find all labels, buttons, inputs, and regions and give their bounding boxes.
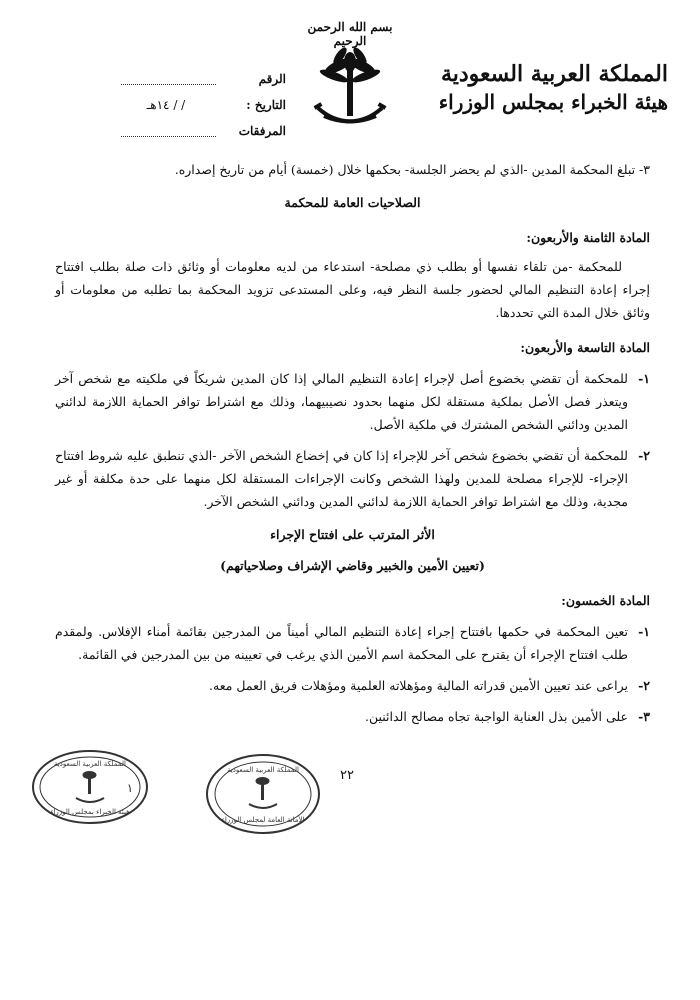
stamp-number: ١ [126,781,134,795]
authority-name: هيئة الخبراء بمجلس الوزراء [438,90,668,114]
letterhead [0,10,700,150]
stamp-bottom-text: هيئة الخبراء بمجلس الوزراء [50,808,130,816]
reference-block [96,66,286,144]
article-50-item [55,620,650,666]
item-text: للمحكمة أن تقضي بخضوع أصل لإجراء إعادة التنظيم المالي إذا كان المدين شريكاً في ملكيته مع شخص آخر ويتعذر فصل الأصل بملكية مستقلة لكل منهما بحدود نصيبيهما، وذلك مع اشتراط توافر الحماية اللازمة لدائني المدين ودائني الشخص المشترك في ملكية الأصل. [55,371,628,432]
attachments-row [96,118,286,144]
section-subtitle: (تعيين الأمين والخبير وقاضي الإشراف وصلاحياتهم) [220,558,485,573]
article-49-title: المادة التاسعة والأربعون: [520,340,650,355]
article-50-item [55,674,650,697]
article-50-title: المادة الخمسون: [561,593,650,608]
section-title-effects: الأثر المترتب على افتتاح الإجراء [270,527,435,542]
secretariat-stamp [204,752,322,836]
date-value: / / ١٤هـ [146,98,186,112]
reference-label: الرقم [258,72,286,86]
reference-row [96,66,286,92]
section-title-general-powers: الصلاحيات العامة للمحكمة [284,195,421,210]
attachments-line [121,126,216,137]
saudi-emblem-icon [312,44,388,140]
document-body [55,158,650,736]
date-row [96,92,286,118]
stamp-top-text: المملكة العربية السعودية [54,760,126,768]
stamp-top-text: المملكة العربية السعودية [227,766,299,774]
item-text: تعين المحكمة في حكمها بافتتاح إجراء إعادة التنظيم المالي أميناً من المدرجين بقائمة أمناء الإفلاس. ولمقدم طلب افتتاح الإجراء أن يقترح على المحكمة اسم الأمين الذي يرغب في تعيينه من بين المدرجين في القائمة. [55,624,628,662]
article-49-item [55,367,650,436]
item-number: ١- [638,371,650,386]
organization-name [438,60,668,116]
item-text: يراعى عند تعيين الأمين قدراته المالية ومؤهلاته العلمية ومؤهلات فريق العمل معه. [209,678,628,693]
item-number: ٣- [638,709,650,724]
stamp-bottom-text: الأمانة العامة لمجلس الوزراء [221,816,305,824]
experts-commission-stamp [30,748,150,826]
article-50-item [55,705,650,728]
item-number: ٢- [638,448,650,463]
item-number: ٢- [638,678,650,693]
stamp-emblem-icon [249,777,277,808]
item-text: على الأمين بذل العناية الواجبة تجاه مصالح الدائنين. [365,709,628,724]
reference-line [121,74,216,85]
clause-3-line: ٣- تبلغ المحكمة المدين -الذي لم يحضر الجلسة- بحكمها خلال (خمسة) أيام من تاريخ إصداره. [174,162,650,177]
country-name: المملكة العربية السعودية [440,61,668,87]
date-label: التاريخ : [246,98,286,112]
page-number: ٢٢ [340,768,354,783]
article-48-text: للمحكمة -من تلقاء نفسها أو بطلب ذي مصلحة- استدعاء من لديه معلومات أو وثائق ذات صلة بطلب افتتاح إجراء إعادة التنظيم المالي لحضور جلسة النظر فيه، وعلى المستدعى تزويد المحكمة بما تطلبه من معلومات أو وثائق خلال المدة التي تحددها. [55,259,650,320]
item-number: ١- [638,624,650,639]
attachments-label: المرفقات [238,124,286,138]
stamp-emblem-icon [76,771,104,802]
article-49-item [55,444,650,513]
article-48-title: المادة الثامنة والأربعون: [526,230,650,245]
item-text: للمحكمة أن تقضي بخضوع شخص آخر للإجراء إذا كان في إخضاع الشخص الآخر -الذي تنطبق عليه شروط افتتاح الإجراء- للإجراء مصلحة للمدين ولهذا الشخص وكانت الإجراءات المستقلة لكل منهما على حدة مكلفة أو غير مجدية، وذلك مع اشتراط توافر الحماية اللازمة لدائني المدين ودائني الشخص الآخر. [55,448,628,509]
basmala: بسم الله الرحمن الرحيم [307,20,393,48]
